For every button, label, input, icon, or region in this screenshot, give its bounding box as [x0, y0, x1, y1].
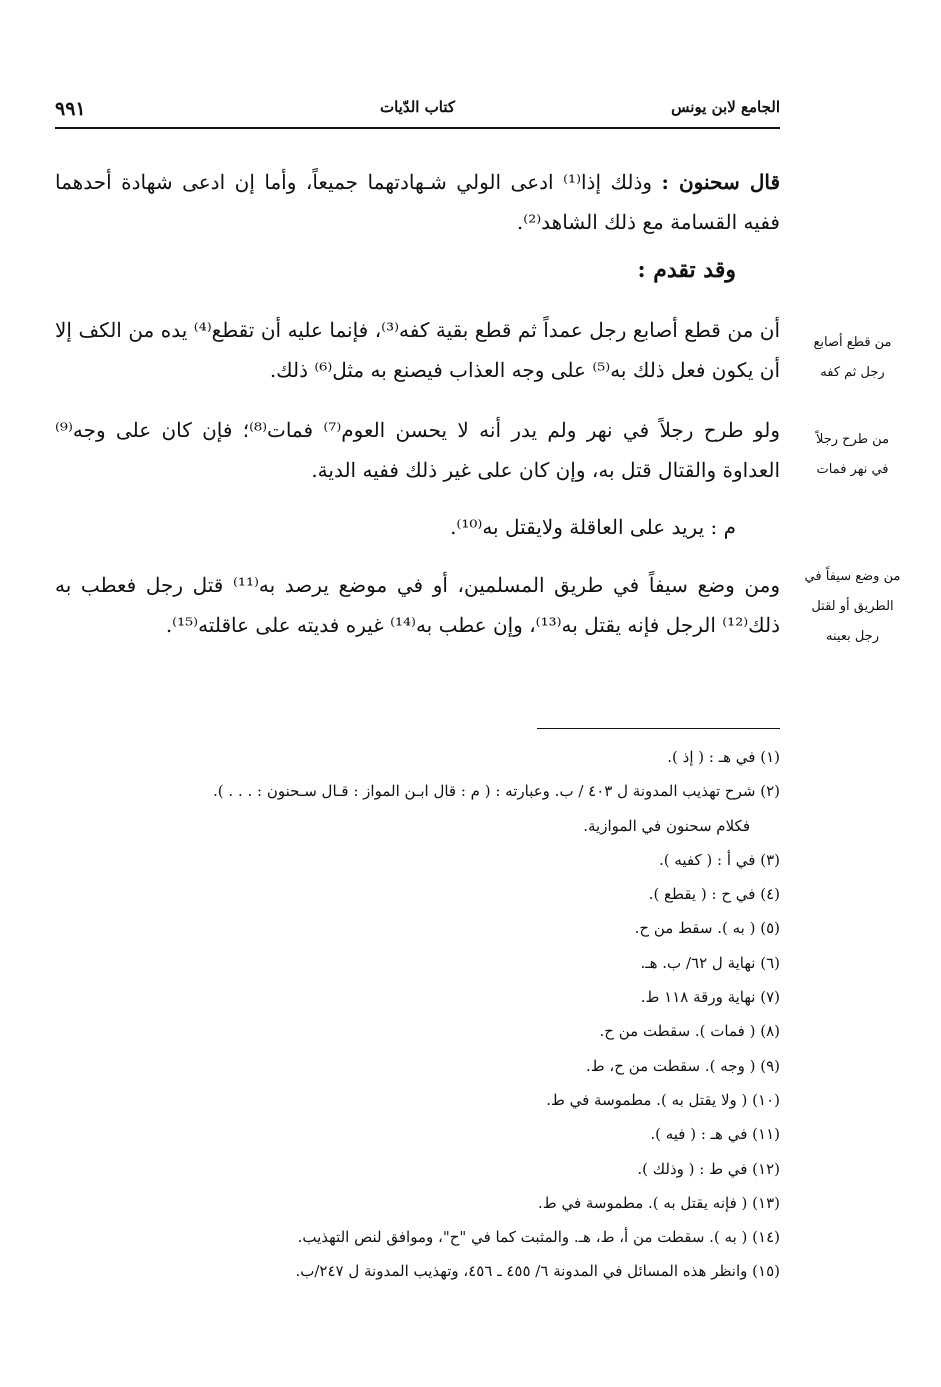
editor-note-m: م : يريد على العاقلة ولايقتل به⁽¹⁰⁾. [450, 515, 736, 539]
section-heading: وقد تقدم : [637, 257, 736, 283]
paragraph-text: وذلك إذا⁽¹⁾ ادعى الولي شـهادتهما جميعاً، وأما إن ادعى شهادة أحدهما ففيه القسامة مع ذلك الشاهد⁽²⁾. [55, 170, 780, 234]
page-number: ٩٩١ [55, 98, 86, 120]
margin-note-line: من قطع أصابع [813, 335, 892, 350]
margin-note-line: من طرح رجلاً [815, 432, 890, 447]
paragraph-sahnun [55, 162, 780, 242]
margin-note-line: من وضع سيفاً في [804, 569, 901, 584]
footnote-item: (٢) شرح تهذيب المدونة ل ٤٠٣ / ب. وعبارته : ( م : قال ابـن المواز : قـال سـحنون : . . . ). [213, 782, 780, 801]
footnote-item: فكلام سحنون في الموازية. [583, 816, 750, 835]
margin-note-line: رجل بعينه [826, 629, 879, 644]
footnote-separator [537, 728, 780, 729]
footnote-item: (١٢) في ط : ( وذلك ). [637, 1159, 780, 1178]
margin-note-line: في نهر فمات [816, 462, 889, 477]
footnote-item: (٤) في ح : ( يقطع ). [648, 885, 780, 904]
paragraph-text: ولو طرح رجلاً في نهر ولم يدر أنه لا يحسن العوم⁽⁷⁾ فمات⁽⁸⁾؛ فإن كان على وجه⁽⁹⁾ العداوة والقتال قتل به، وإن كان على غير ذلك ففيه الدية. [55, 418, 780, 482]
footnote-item: (١) في هـ : ( إذ ). [667, 748, 780, 766]
speaker-label: قال سحنون : [661, 170, 781, 194]
footnote-item: (١٠) ( ولا يقتل به ). مطموسة في ط. [546, 1090, 780, 1109]
running-header [55, 98, 780, 124]
footnote-item: (٦) نهاية ل ٦٢/ ب. هـ. [640, 953, 780, 972]
margin-note-sword [795, 562, 910, 652]
book-title: الجامع لابن يونس [671, 98, 780, 116]
footnote-item: (١٣) ( فإنه يقتل به ). مطموسة في ط. [538, 1193, 780, 1212]
footnote-item: (٣) في أ : ( كفيه ). [658, 850, 780, 869]
footnote-item: (٧) نهاية ورقة ١١٨ ط. [640, 988, 780, 1007]
header-rule [55, 127, 780, 129]
footnote-item: (٩) ( وجه ). سقطت من ح، ط. [586, 1056, 780, 1075]
paragraph-fingers [55, 310, 780, 390]
paragraph-river [55, 410, 780, 490]
margin-note-line: رجل ثم كفه [820, 365, 885, 380]
margin-note-river [795, 425, 910, 485]
paragraph-text: ومن وضع سيفاً في طريق المسلمين، أو في موضع يرصد به⁽¹¹⁾ قتل رجل فعطب به ذلك⁽¹²⁾ الرجل فإنه يقتل به⁽¹³⁾، وإن عطب به⁽¹⁴⁾ غيره فديته على عاقلته⁽¹⁵⁾. [55, 573, 781, 637]
paragraph-sword [55, 565, 780, 645]
section-title: كتاب الدّيات [379, 98, 456, 116]
footnote-item: (١٥) وانظر هذه المسائل في المدونة ٦/ ٤٥٥ ـ ٤٥٦، وتهذيب المدونة ل ٢٤٧/ب. [295, 1262, 780, 1281]
footnote-item: (٥) ( به ). سقط من ح. [634, 919, 780, 938]
margin-note-fingers [795, 328, 910, 388]
footnote-item: (١٤) ( به ). سقطت من أ، ط، هـ. والمثبت كما في "ح"، وموافق لنص التهذيب. [297, 1228, 780, 1247]
footnotes-list [20, 740, 780, 1289]
margin-note-line: الطريق أو لقتل [811, 599, 894, 614]
footnote-item: (١١) في هـ : ( فيه ). [650, 1125, 780, 1144]
footnote-item: (٨) ( فمات ). سقطت من ح. [599, 1022, 780, 1041]
paragraph-text: أن من قطع أصابع رجل عمداً ثم قطع بقية كفه⁽³⁾، فإنما عليه أن تقطع⁽⁴⁾ يده من الكف إلا أن يكون فعل ذلك به⁽⁵⁾ على وجه العذاب فيصنع به مثل⁽⁶⁾ ذلك. [55, 318, 781, 382]
